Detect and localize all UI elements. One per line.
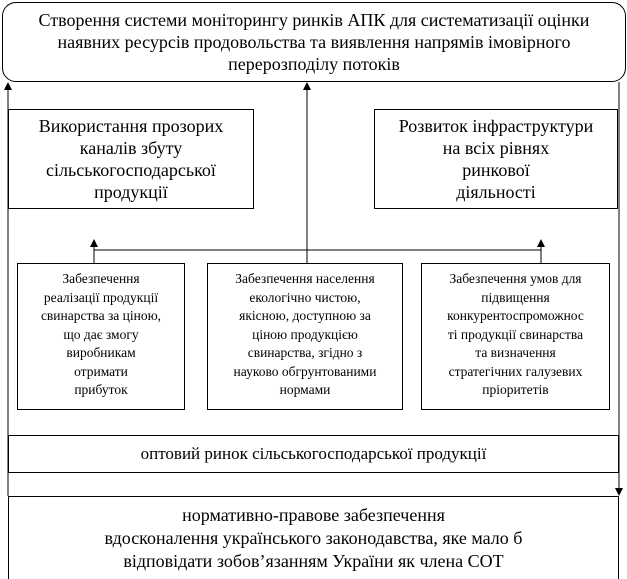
legal-line-1: нормативно-правове забезпечення [182, 504, 445, 525]
box-c-line: Забезпечення умов для [449, 271, 582, 286]
box-c-line: ті продукції свинарства [447, 326, 584, 342]
left-line-3: сільськогосподарської [46, 160, 216, 180]
right-line-4: діяльності [456, 182, 536, 202]
legal-framework-box [8, 496, 619, 579]
box-b-line: ціною продукцією [252, 326, 358, 342]
infrastructure-box [374, 109, 618, 209]
pricing-box [17, 263, 185, 410]
box-a-line: Забезпечення [62, 271, 140, 286]
box-c-line: конкурентоспроможнос [447, 308, 584, 323]
legal-line-3: відповідати зобов’язанням України як члена СОТ [123, 550, 504, 571]
top-line-2: наявних ресурсів продовольства та виявлення напрямів імовірного [57, 32, 571, 52]
box-c-line: та визначення [475, 345, 556, 360]
box-c-line: пріоритетів [482, 382, 549, 397]
box-a-line: виробникам [66, 345, 136, 360]
population-supply-box [207, 263, 403, 410]
right-line-1: Розвиток інфраструктури [398, 116, 594, 136]
box-a-line: отримати [74, 363, 128, 379]
market-label: оптовий ринок сільськогосподарської продукції [140, 444, 487, 463]
transparent-channels-box [8, 109, 254, 209]
box-b-line: науково обгрунтованими [233, 363, 377, 379]
box-a-line: що дає змогу [63, 326, 139, 342]
legal-line-2: вдосконалення українського законодавства, яке мало б [104, 527, 523, 548]
box-c-line: стратегічних галузевих [448, 363, 583, 379]
box-b-line: нормами [279, 382, 331, 397]
top-line-3: перерозподілу потоків [228, 54, 400, 74]
right-line-3: ринкової [462, 160, 530, 180]
top-line-1: Створення системи моніторингу ринків АПК для систематизації оцінки [38, 10, 590, 30]
box-b-line: якісною, доступною за [239, 308, 371, 323]
box-b-line: свинарства, згідно з [247, 345, 363, 360]
right-line-2: на всіх рівнях [442, 138, 550, 158]
box-a-line: прибуток [74, 382, 128, 397]
left-line-4: продукції [94, 182, 168, 202]
box-c-line: підвищення [481, 289, 550, 305]
wholesale-market-box [8, 435, 619, 473]
box-a-line: свинарства за ціною, [40, 308, 162, 323]
box-b-line: екологічно чистою, [249, 289, 361, 305]
box-b-line: Забезпечення населення [235, 271, 375, 286]
competitiveness-box [421, 263, 610, 410]
left-line-1: Використання прозорих [38, 116, 224, 136]
left-line-2: каналів збуту [79, 138, 183, 158]
top-goal-box [2, 2, 626, 82]
box-a-line: реалізації продукції [43, 289, 159, 305]
